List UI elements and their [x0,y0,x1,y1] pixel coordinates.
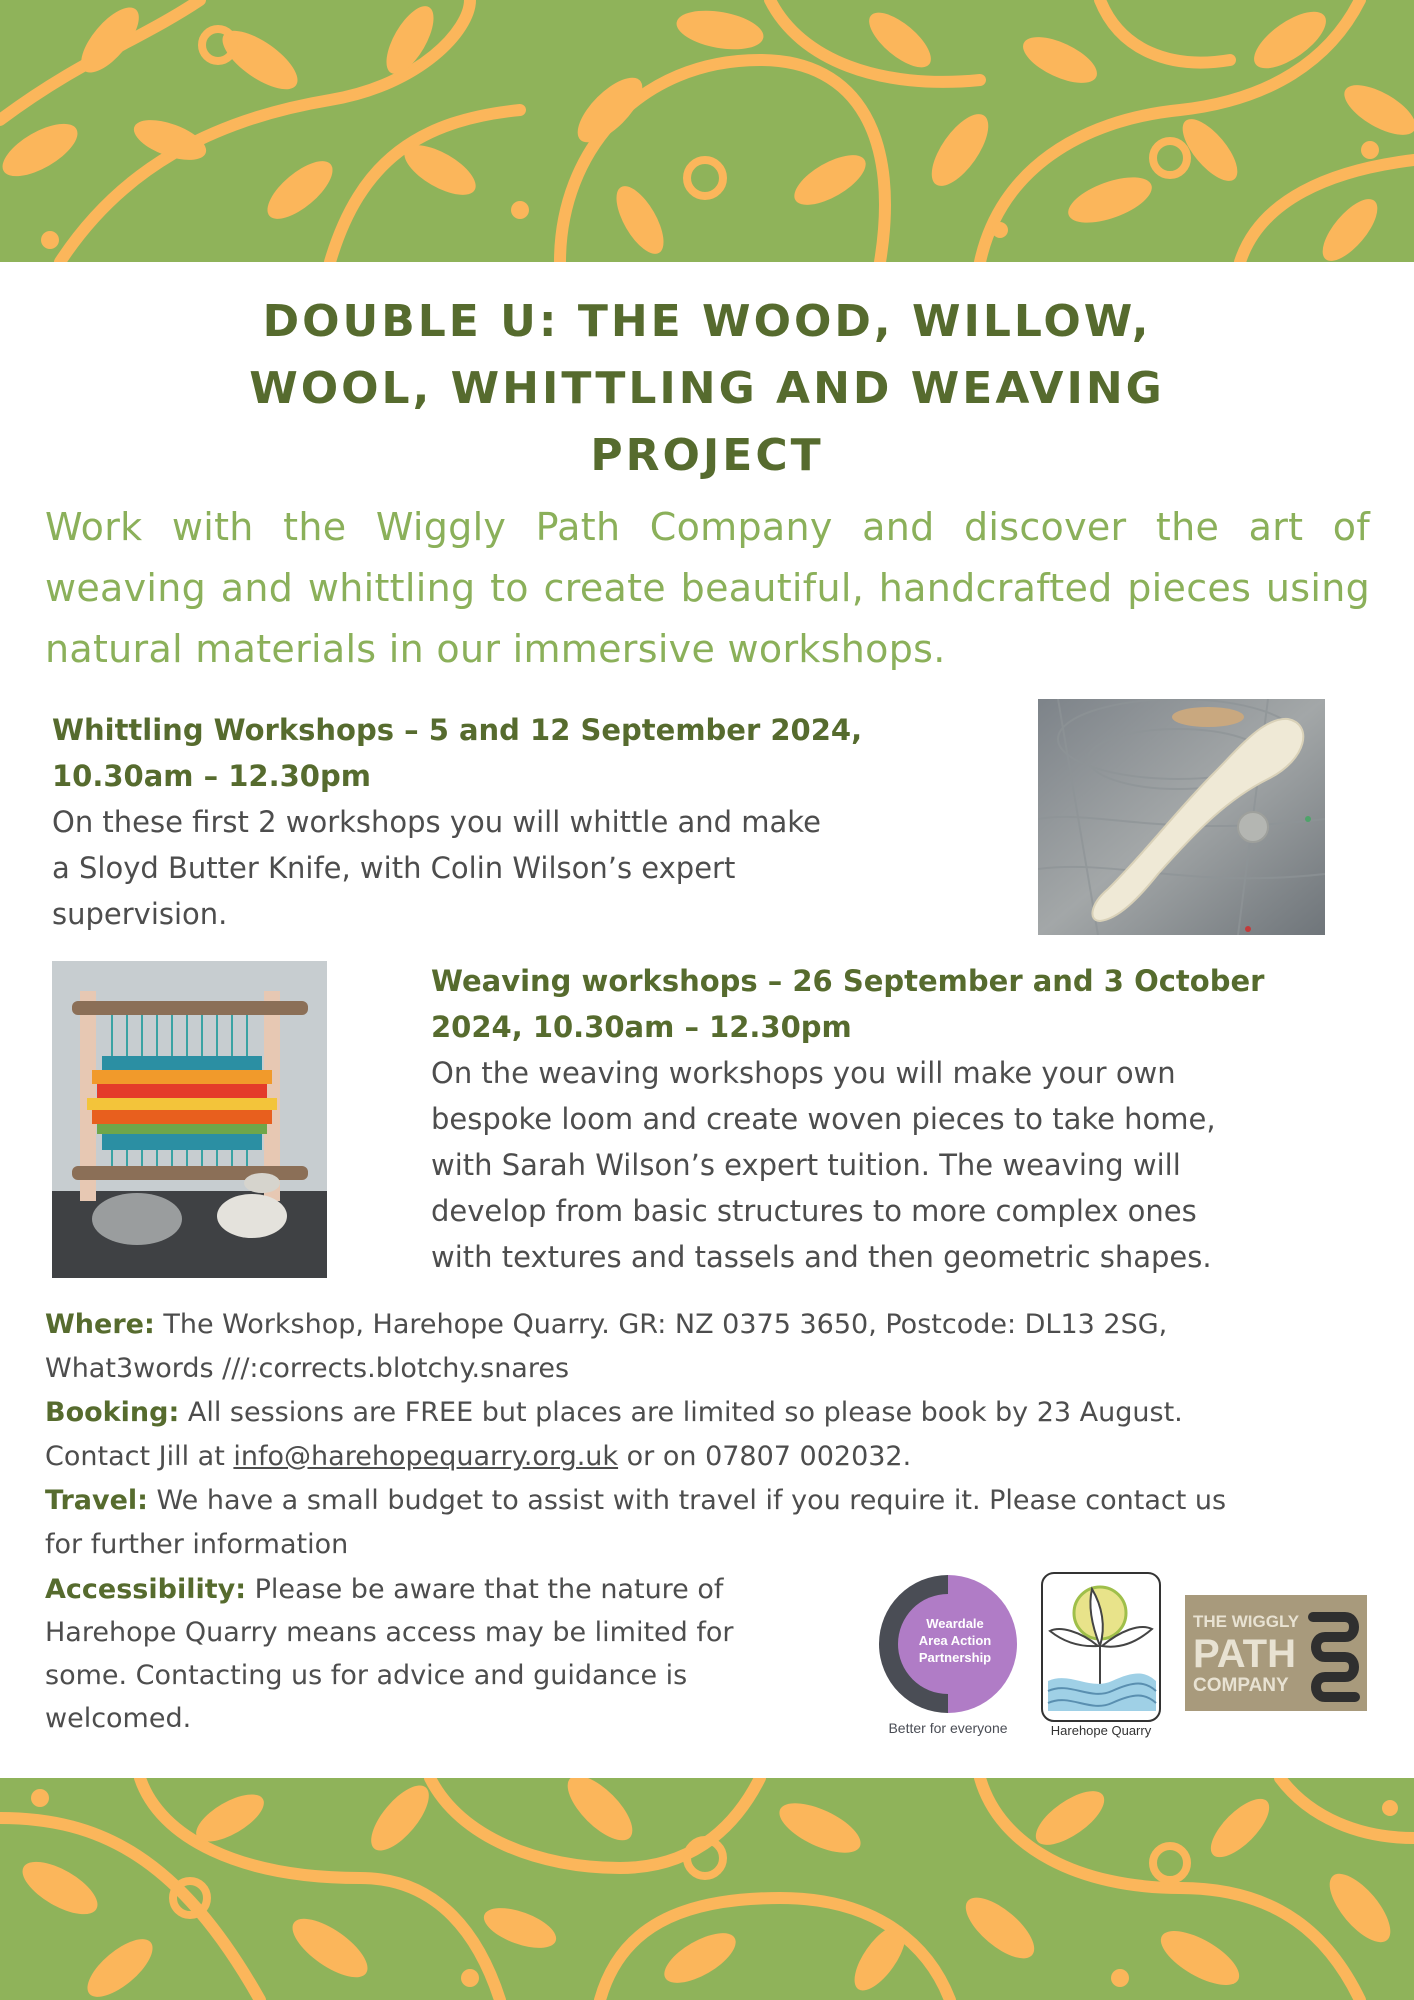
booking-line [45,1391,1375,1479]
accessibility-line [45,1568,835,1740]
leaf-pattern-top [0,0,1414,262]
wiggly-logo-line: COMPANY [1193,1675,1289,1696]
waap-logo-line: Partnership [918,1650,992,1665]
where-label: Where: [45,1309,155,1340]
waap-tagline: Better for everyone [888,1720,1008,1736]
weaving-body-line: On the weaving workshops you will make your own [431,1056,1176,1090]
weardale-aap-logo [877,1573,1019,1739]
wiggly-logo-line: PATH [1193,1632,1296,1676]
accessibility-text: welcomed. [45,1703,192,1734]
whittling-section [52,707,982,937]
accessibility-text: Harehope Quarry means access may be limited for [45,1617,734,1648]
whittling-heading-line: 10.30am – 12.30pm [52,759,371,793]
weaving-body-line: bespoke loom and create woven pieces to take home, [431,1102,1216,1136]
what3words-text: What3words ///:corrects.blotchy.snares [45,1353,570,1384]
weaving-body-line: develop from basic structures to more complex ones [431,1194,1197,1228]
weaving-description [431,1050,1391,1280]
booking-contact-prefix: Contact Jill at [45,1441,225,1472]
wiggly-logo-line: THE WIGGLY [1193,1612,1300,1631]
event-details [45,1303,1375,1567]
waap-logo-line: Weardale [926,1616,984,1631]
woven-loom-photo [52,961,327,1278]
booking-text: All sessions are FREE but places are limited so please book by 23 August. [187,1397,1183,1428]
title-line: PROJECT [590,430,824,481]
weaving-body-line: with Sarah Wilson’s expert tuition. The weaving will [431,1148,1181,1182]
accessibility-text: some. Contacting us for advice and guidance is [45,1660,688,1691]
accessibility-text: Please be aware that the nature of [254,1574,724,1605]
travel-label: Travel: [45,1485,148,1516]
page-title [160,288,1254,489]
whittling-heading [52,707,982,799]
harehope-caption: Harehope Quarry [1050,1723,1152,1738]
whittling-body-line: On these first 2 workshops you will whittle and make [52,805,821,839]
leaf-pattern-bottom [0,1778,1414,2000]
wiggly-path-logo [1185,1595,1367,1711]
booking-contact-suffix: or on 07807 002032. [626,1441,912,1472]
weaving-heading-line: Weaving workshops – 26 September and 3 October [431,964,1265,998]
harehope-quarry-logo [1040,1571,1162,1739]
title-line: DOUBLE U: THE WOOD, WILLOW, [262,296,1152,347]
travel-line [45,1479,1375,1567]
weaving-heading [431,958,1391,1050]
whittling-body-line: supervision. [52,897,228,931]
travel-text: We have a small budget to assist with travel if you require it. Please contact us [156,1485,1227,1516]
intro-text: Work with the Wiggly Path Company and discover the art of weaving and whittling to create beautiful, handcrafted pieces using natural materials in our immersive workshops. [45,505,1370,671]
weaving-section [431,958,1391,1280]
top-decorative-band [0,0,1414,262]
accessibility-label: Accessibility: [45,1574,247,1605]
whittling-description [52,799,982,937]
title-line: WOOL, WHITTLING AND WEAVING [249,363,1165,414]
whittling-body-line: a Sloyd Butter Knife, with Colin Wilson’s expert [52,851,736,885]
booking-email-link[interactable]: info@harehopequarry.org.uk [233,1441,619,1472]
booking-label: Booking: [45,1397,180,1428]
butter-knife-photo [1038,699,1325,935]
weaving-body-line: with textures and tassels and then geometric shapes. [431,1240,1212,1274]
where-text: The Workshop, Harehope Quarry. GR: NZ 0375 3650, Postcode: DL13 2SG, [163,1309,1168,1340]
weaving-heading-line: 2024, 10.30am – 12.30pm [431,1010,852,1044]
waap-logo-line: Area Action [918,1633,992,1648]
travel-text: for further information [45,1529,349,1560]
whittling-heading-line: Whittling Workshops – 5 and 12 September 2024, [52,713,863,747]
where-line [45,1303,1375,1391]
bottom-decorative-band [0,1778,1414,2000]
